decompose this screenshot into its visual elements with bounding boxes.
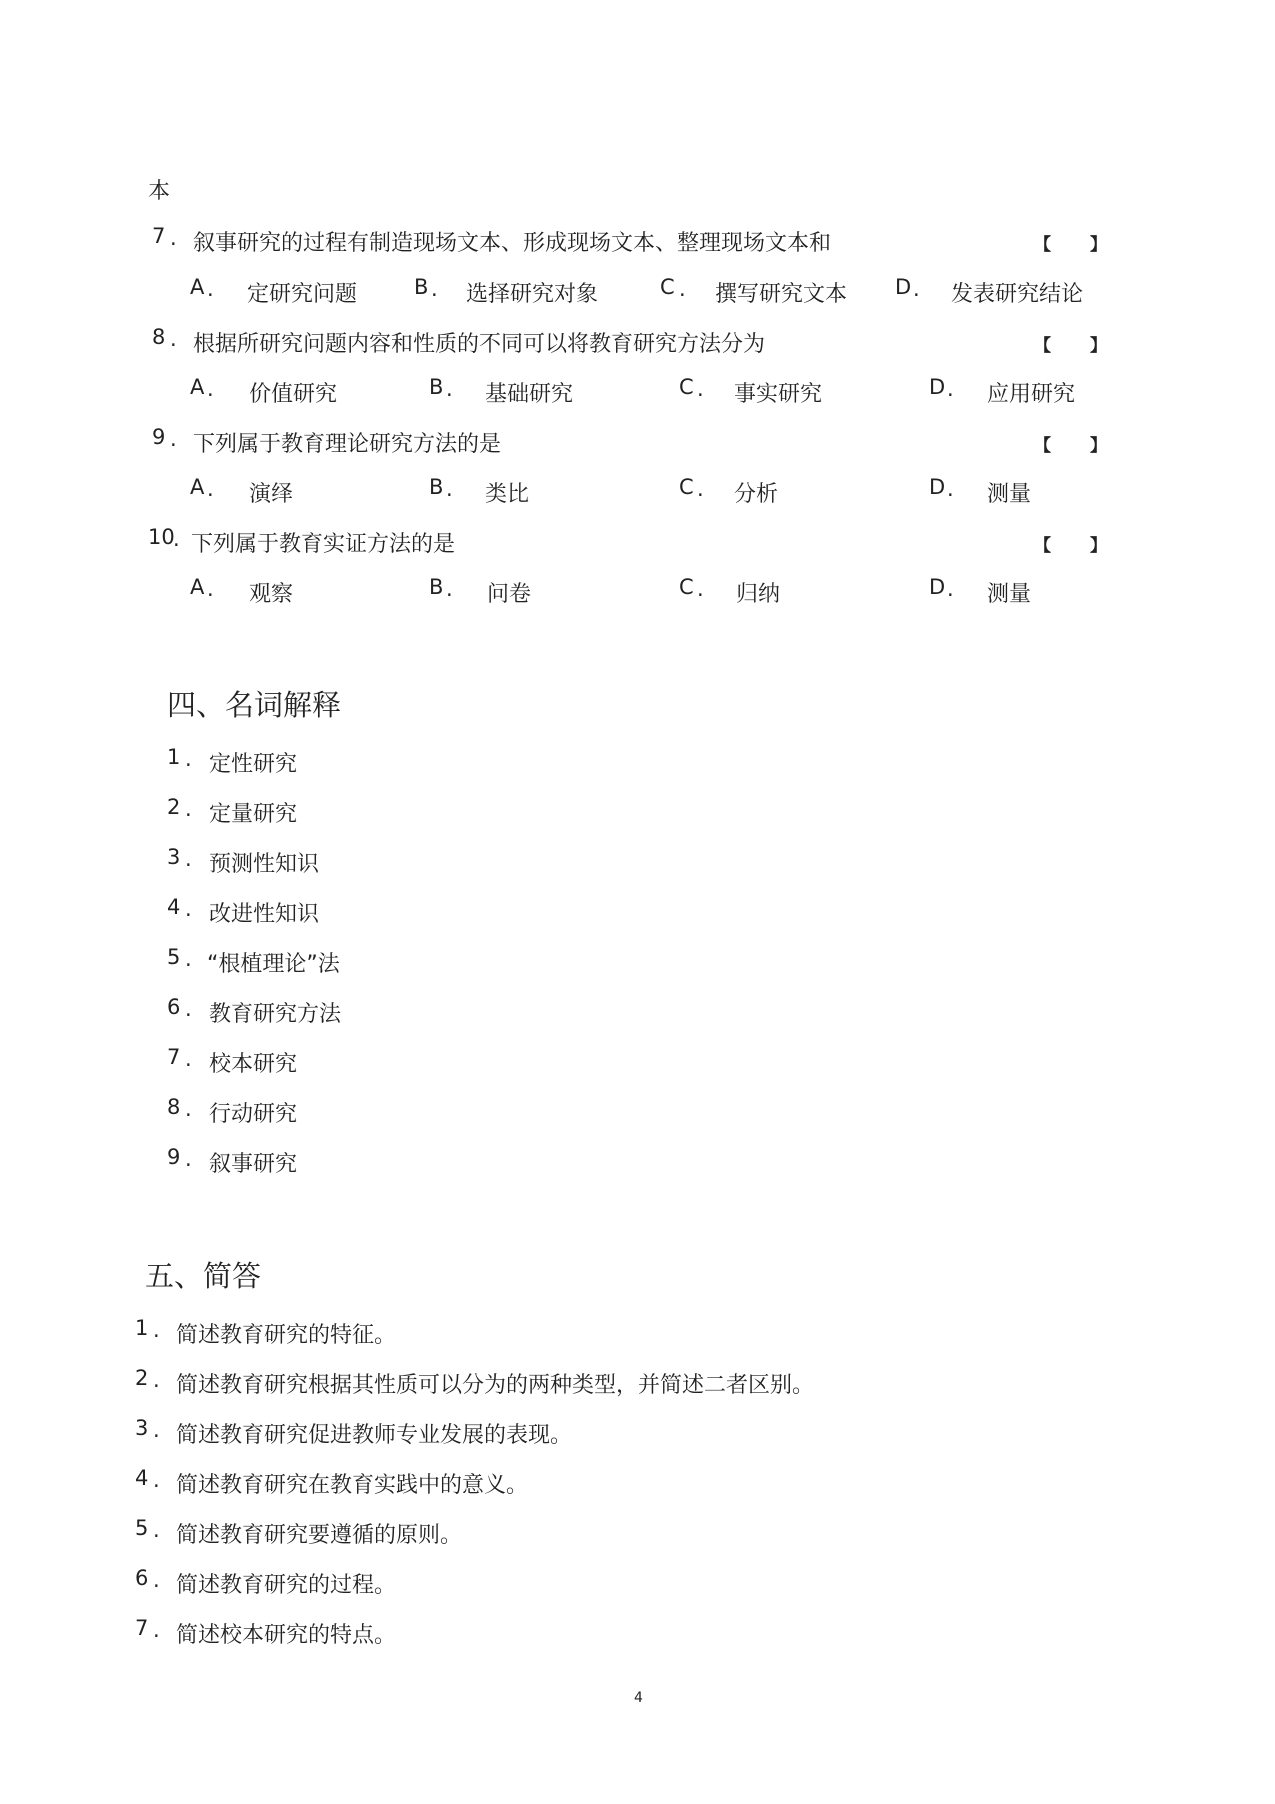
option-a-letter: A [190, 575, 205, 599]
option-a-text: 定研究问题 [247, 282, 358, 307]
short-answer-text: 简述教育研究的特征。 [176, 1323, 397, 1348]
option-a-text: 演绎 [249, 482, 294, 507]
question-number: 10 [148, 525, 175, 549]
option-b-dot: . [446, 577, 453, 601]
section-4-title: 四、名词解释 [167, 688, 342, 722]
term-number: 7 [167, 1045, 181, 1069]
term-dot: . [185, 847, 192, 871]
term-text: 叙事研究 [209, 1152, 298, 1177]
question-text: 下列属于教育理论研究方法的是 [193, 432, 502, 457]
option-c-text: 事实研究 [734, 382, 823, 407]
option-c-dot: . [697, 377, 704, 401]
option-d-dot: . [947, 477, 954, 501]
term-number: 1 [167, 745, 181, 769]
answer-bracket-close: 】 [1090, 536, 1107, 556]
question-number: 8 [152, 325, 166, 349]
short-answer-number: 6 [135, 1566, 149, 1590]
option-d-text: 测量 [987, 482, 1032, 507]
short-answer-number: 1 [135, 1316, 149, 1340]
option-d-dot: . [913, 277, 920, 301]
option-c-letter: C [679, 375, 694, 399]
term-text: 教育研究方法 [209, 1002, 342, 1027]
short-answer-text: 简述教育研究促进教师专业发展的表现。 [176, 1423, 573, 1448]
answer-bracket-open: 【 [1034, 336, 1051, 356]
short-answer-number: 3 [135, 1416, 149, 1440]
option-a-letter: A [190, 375, 205, 399]
question-number-dot: . [170, 427, 177, 451]
short-answer-text: 简述校本研究的特点。 [176, 1623, 397, 1648]
option-b-dot: . [446, 377, 453, 401]
term-dot: . [185, 947, 192, 971]
option-d-letter: D [929, 575, 946, 599]
short-answer-text: 简述教育研究要遵循的原则。 [176, 1523, 463, 1548]
answer-bracket-open: 【 [1034, 436, 1051, 456]
short-answer-text: 简述教育研究根据其性质可以分为的两种类型，并简述二者区别。 [176, 1373, 815, 1398]
term-dot: . [185, 1047, 192, 1071]
option-b-dot: . [446, 477, 453, 501]
term-dot: . [185, 897, 192, 921]
question-text: 下列属于教育实证方法的是 [191, 532, 456, 557]
option-c-letter: C [660, 275, 675, 299]
term-number: 4 [167, 895, 181, 919]
answer-bracket-close: 】 [1090, 336, 1107, 356]
page-number: 4 [634, 1690, 643, 1706]
answer-bracket-close: 】 [1090, 235, 1107, 255]
term-text: 改进性知识 [209, 902, 320, 927]
option-a-text: 观察 [249, 582, 294, 607]
question-number: 7 [152, 224, 166, 248]
short-answer-number: 4 [135, 1466, 149, 1490]
option-d-dot: . [947, 577, 954, 601]
option-a-dot: . [207, 477, 214, 501]
question-text: 根据所研究问题内容和性质的不同可以将教育研究方法分为 [193, 332, 766, 357]
term-dot: . [185, 797, 192, 821]
question-number-dot: . [170, 327, 177, 351]
short-answer-number: 7 [135, 1616, 149, 1640]
short-answer-dot: . [153, 1568, 160, 1592]
option-b-letter: B [429, 475, 444, 499]
term-text: 预测性知识 [209, 852, 320, 877]
answer-bracket-open: 【 [1034, 536, 1051, 556]
option-a-dot: . [207, 377, 214, 401]
term-text: 定量研究 [209, 802, 298, 827]
term-number: 3 [167, 845, 181, 869]
option-b-letter: B [414, 275, 429, 299]
option-b-text: 类比 [485, 482, 530, 507]
option-c-dot: . [679, 277, 686, 301]
option-d-letter: D [929, 475, 946, 499]
option-d-text: 应用研究 [987, 382, 1076, 407]
section-5-title: 五、简答 [145, 1259, 262, 1293]
option-d-dot: . [947, 377, 954, 401]
term-dot: . [185, 747, 192, 771]
option-c-dot: . [697, 477, 704, 501]
option-a-letter: A [190, 475, 205, 499]
short-answer-dot: . [153, 1418, 160, 1442]
term-text: “根植理论”法 [207, 952, 340, 977]
short-answer-dot: . [153, 1368, 160, 1392]
option-d-letter: D [929, 375, 946, 399]
short-answer-dot: . [153, 1468, 160, 1492]
option-d-text: 发表研究结论 [951, 282, 1084, 307]
option-b-letter: B [429, 575, 444, 599]
option-a-dot: . [207, 577, 214, 601]
option-c-letter: C [679, 475, 694, 499]
option-a-dot: . [207, 277, 214, 301]
answer-bracket-close: 】 [1090, 436, 1107, 456]
option-b-text: 问卷 [487, 582, 532, 607]
question-text: 叙事研究的过程有制造现场文本、形成现场文本、整理现场文本和 [193, 231, 832, 256]
term-number: 6 [167, 995, 181, 1019]
option-c-text: 分析 [734, 482, 779, 507]
option-d-letter: D [895, 275, 912, 299]
option-a-letter: A [190, 275, 205, 299]
option-b-text: 基础研究 [485, 382, 574, 407]
answer-bracket-open: 【 [1034, 235, 1051, 255]
question-number-dot: . [173, 527, 180, 551]
option-a-text: 价值研究 [249, 382, 338, 407]
term-text: 行动研究 [209, 1102, 298, 1127]
option-b-letter: B [429, 375, 444, 399]
term-number: 8 [167, 1095, 181, 1119]
short-answer-dot: . [153, 1318, 160, 1342]
term-text: 校本研究 [209, 1052, 298, 1077]
question-number: 9 [152, 425, 166, 449]
continued-text: 本 [148, 179, 171, 204]
question-number-dot: . [170, 226, 177, 250]
term-number: 9 [167, 1145, 181, 1169]
term-dot: . [185, 1147, 192, 1171]
option-c-text: 撰写研究文本 [715, 282, 848, 307]
short-answer-text: 简述教育研究在教育实践中的意义。 [176, 1473, 529, 1498]
option-b-dot: . [431, 277, 438, 301]
short-answer-number: 5 [135, 1516, 149, 1540]
option-b-text: 选择研究对象 [466, 282, 599, 307]
term-dot: . [185, 1097, 192, 1121]
short-answer-dot: . [153, 1618, 160, 1642]
term-text: 定性研究 [209, 752, 298, 777]
term-number: 5 [167, 945, 181, 969]
option-c-dot: . [697, 577, 704, 601]
option-c-letter: C [679, 575, 694, 599]
term-number: 2 [167, 795, 181, 819]
option-c-text: 归纳 [736, 582, 781, 607]
option-d-text: 测量 [987, 582, 1032, 607]
short-answer-text: 简述教育研究的过程。 [176, 1573, 397, 1598]
short-answer-number: 2 [135, 1366, 149, 1390]
term-dot: . [185, 997, 192, 1021]
short-answer-dot: . [153, 1518, 160, 1542]
